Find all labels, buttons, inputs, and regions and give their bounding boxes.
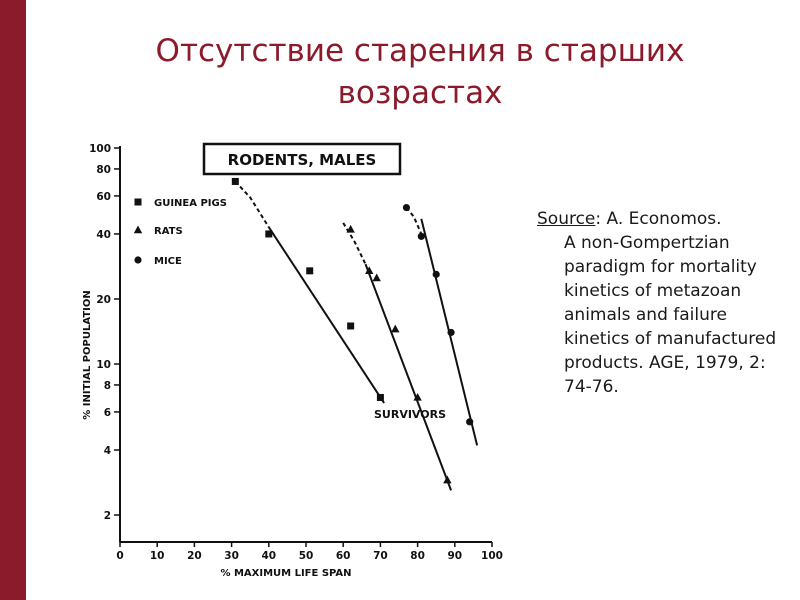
data-point-square [265,230,272,237]
survival-chart-figure [52,118,512,590]
y-tick-label: 8 [103,379,111,392]
y-tick-label: 40 [96,228,111,241]
data-point-triangle [391,325,399,333]
early-curve-square [235,181,268,227]
x-tick-label: 40 [261,550,277,562]
y-tick-label: 20 [96,293,111,306]
fit-line-triangle [366,264,452,490]
y-tick-label: 100 [89,143,111,155]
source-citation [537,207,787,399]
x-tick-label: 10 [149,550,165,562]
source-reference: A non-Gompertzian paradigm for mortality kinetics of metazoan animals and failure kinetics of manufactured products. AGE, 1979, 2: 74-76. [564,233,777,397]
x-tick-label: 50 [298,550,314,562]
fit-line-square [269,227,384,403]
y-axis-label: % INITIAL POPULATION [82,290,93,420]
accent-bar [0,0,26,600]
y-tick-label: 80 [96,163,111,176]
y-tick-label: 4 [103,444,111,457]
y-tick-label: 6 [103,406,111,419]
data-point-circle [466,418,473,425]
y-tick-label: 10 [96,359,111,372]
x-tick-label: 90 [447,550,463,562]
slide-title-line-2: возрастах [337,75,503,111]
x-tick-label: 70 [373,550,388,562]
x-tick-label: 0 [116,550,124,562]
survivors-annotation: SURVIVORS [374,408,446,421]
legend-marker-triangle [134,226,142,234]
x-tick-label: 100 [481,550,503,562]
legend-label: RATS [154,226,183,237]
data-point-square [377,394,384,401]
data-point-triangle [372,274,380,282]
data-point-square [232,178,239,185]
legend-marker-square [135,199,142,206]
chart-title: RODENTS, MALES [227,151,377,169]
slide-title [110,30,730,114]
y-tick-label: 60 [96,190,111,203]
x-tick-label: 80 [410,550,425,562]
survival-chart [52,118,512,590]
y-tick-label: 2 [103,510,111,523]
slide-title-line-1: Отсутствие старения в старших [155,33,685,69]
source-first-line: : A. Economos. [595,209,722,229]
legend-label: MICE [154,256,182,267]
data-point-triangle [443,476,451,484]
x-axis-label: % MAXIMUM LIFE SPAN [220,568,352,579]
early-curve-triangle [343,223,365,264]
legend-label: GUINEA PIGS [154,198,227,209]
data-point-square [306,267,313,274]
x-tick-label: 60 [335,550,351,562]
source-label: Source [537,209,596,229]
x-tick-label: 30 [224,550,239,562]
data-point-circle [433,271,440,278]
data-point-circle [418,233,425,240]
x-tick-label: 20 [187,550,202,562]
legend-marker-circle [134,256,141,263]
data-point-square [347,322,354,329]
data-point-circle [403,204,410,211]
data-point-circle [447,329,454,336]
early-curve-circle [406,208,421,234]
